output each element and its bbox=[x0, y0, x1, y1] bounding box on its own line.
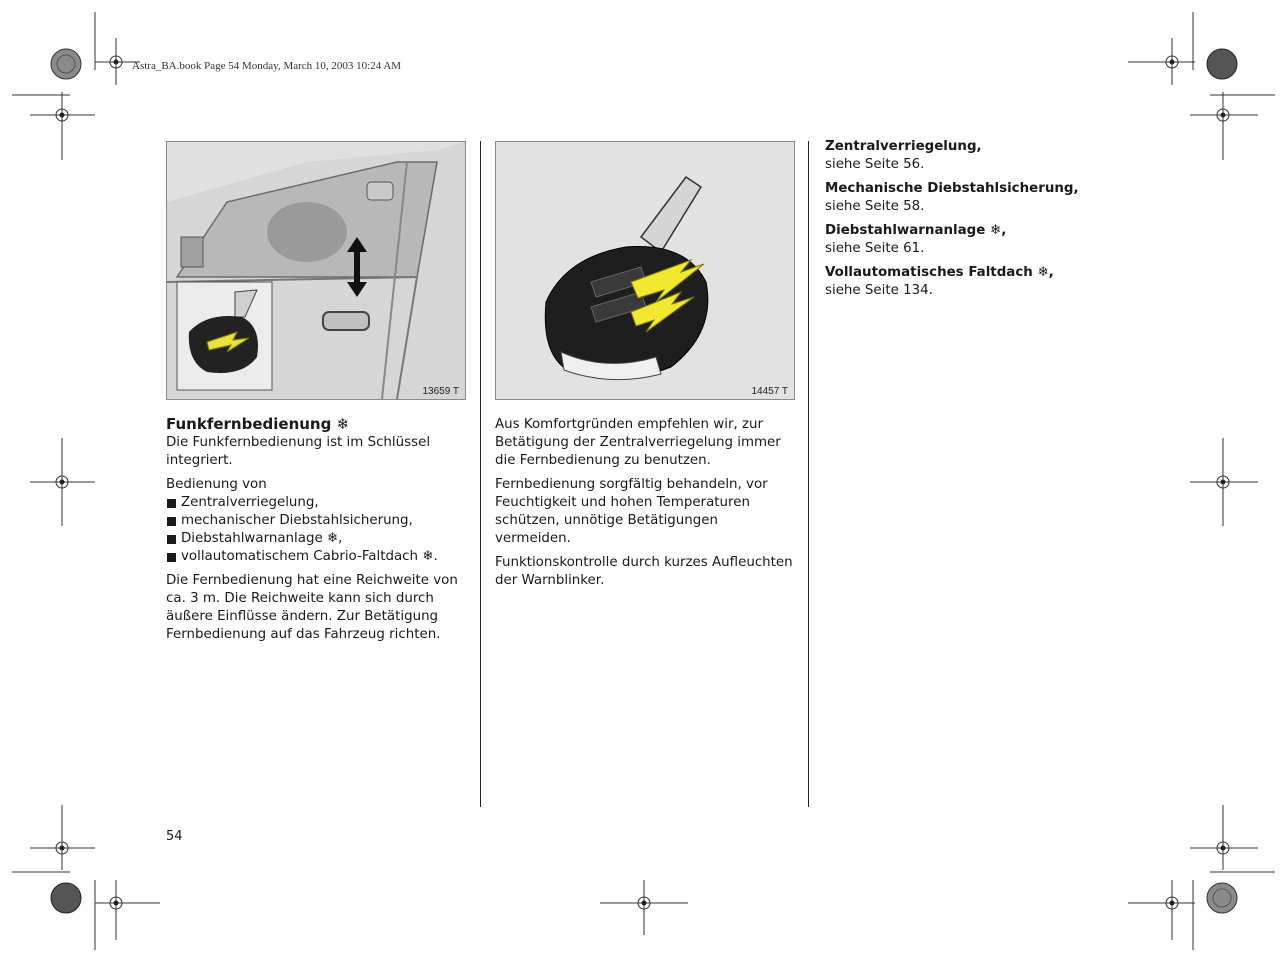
ref-page: siehe Seite 61. bbox=[825, 241, 925, 256]
paragraph: Funktionskontrolle durch kurzes Aufleuchten der Warnblinker. bbox=[495, 555, 793, 588]
key-remote-icon bbox=[496, 142, 794, 399]
column-divider bbox=[808, 141, 809, 807]
page-number: 54 bbox=[166, 829, 183, 844]
feature-list bbox=[166, 494, 466, 566]
cross-reference bbox=[825, 222, 1085, 258]
ref-title: Zentralverriegelung, bbox=[825, 139, 982, 154]
paragraph: Aus Komfortgründen empfehlen wir, zur Betätigung der Zentralverriegelung immer die Fernbedienung zu benutzen. bbox=[495, 417, 781, 468]
ref-page: siehe Seite 56. bbox=[825, 157, 925, 172]
intro-text: Die Funkfernbedienung ist im Schlüssel integriert. bbox=[166, 435, 431, 468]
list-item: Diebstahlwarnanlage ❄, bbox=[166, 530, 466, 548]
ref-title: Diebstahlwarnanlage ❄, bbox=[825, 223, 1007, 238]
range-text: Die Fernbedienung hat eine Reichweite von ca. 3 m. Die Reichweite kann sich durch äußere Einflüsse ändern. Zur Betätigung Fernbedienung auf das Fahrzeug richten. bbox=[166, 573, 458, 642]
column-divider bbox=[480, 141, 481, 807]
section-heading: Funkfernbedienung ❄ bbox=[166, 415, 350, 433]
list-item: mechanischer Diebstahlsicherung, bbox=[166, 512, 466, 530]
ref-page: siehe Seite 134. bbox=[825, 283, 933, 298]
car-door-illustration bbox=[166, 141, 466, 400]
cross-reference bbox=[825, 138, 1085, 174]
right-column bbox=[825, 138, 1085, 306]
left-column bbox=[166, 414, 466, 650]
list-item: vollautomatischem Cabrio-Faltdach ❄. bbox=[166, 548, 466, 566]
ref-page: siehe Seite 58. bbox=[825, 199, 925, 214]
cross-reference bbox=[825, 264, 1085, 300]
list-item: Zentralverriegelung, bbox=[166, 494, 466, 512]
figure-number: 14457 T bbox=[751, 386, 788, 397]
ref-title: Vollautomatisches Faltdach ❄, bbox=[825, 265, 1054, 280]
figure-number: 13659 T bbox=[422, 386, 459, 397]
ref-title: Mechanische Diebstahlsicherung, bbox=[825, 181, 1079, 196]
car-door-icon bbox=[167, 142, 465, 399]
middle-column bbox=[495, 416, 793, 596]
paragraph: Fernbedienung sorgfältig behandeln, vor Feuchtigkeit und hohen Temperaturen schützen, unnötige Betätigungen vermeiden. bbox=[495, 477, 768, 546]
print-header: Astra_BA.book Page 54 Monday, March 10, 2003 10:24 AM bbox=[132, 60, 402, 72]
list-intro: Bedienung von bbox=[166, 477, 267, 492]
key-remote-illustration bbox=[495, 141, 795, 400]
cross-reference bbox=[825, 180, 1085, 216]
